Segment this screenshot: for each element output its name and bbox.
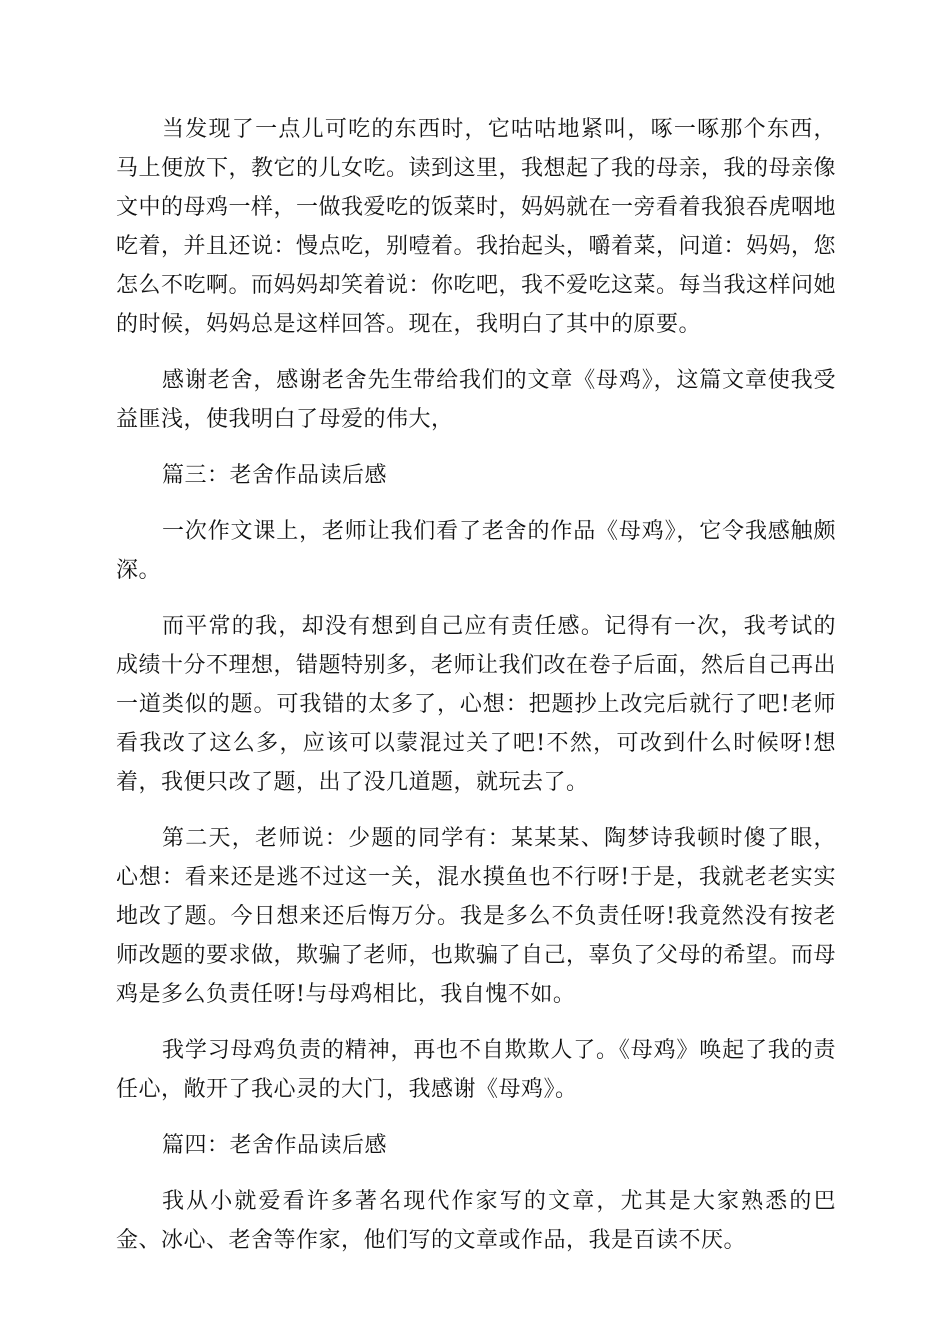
paragraph-next-day: 第二天，老师说：少题的同学有：某某某、陶梦诗我顿时傻了眼，心想：看来还是逃不过这一关，混水摸鱼也不行呀!于是，我就老老实实地改了题。今日想来还后悔万分。我是多么不负责任呀!我竟然没有按老师改题的要求做，欺骗了老师，也欺骗了自己，辜负了父母的希望。而母鸡是多么负责任呀!与母鸡相比，我自愧不如。 (116, 826, 837, 1007)
paragraph-responsibility: 而平常的我，却没有想到自己应有责任感。记得有一次，我考试的成绩十分不理想，错题特别多，老师让我们改在卷子后面，然后自己再出一道类似的题。可我错的太多了，心想：把题抄上改完后就行了吧!老师看我改了这么多，应该可以蒙混过关了吧!不然，可改到什么时候呀!想着，我便只改了题，出了没几道题，就玩去了。 (116, 614, 837, 795)
paragraph-composition-class: 一次作文课上，老师让我们看了老舍的作品《母鸡》，它令我感触颇深。 (116, 519, 836, 583)
paragraph-thanks-laoshe: 感谢老舍，感谢老舍先生带给我们的文章《母鸡》，这篇文章使我受益匪浅，使我明白了母爱的伟大， (116, 368, 836, 432)
section-heading-part-four: 篇四：老舍作品读后感 (162, 1133, 388, 1158)
paragraph-favorite-authors: 我从小就爱看许多著名现代作家写的文章，尤其是大家熟悉的巴金、冰心、老舍等作家，他们写的文章或作品，我是百读不厌。 (116, 1189, 836, 1253)
document-body (116, 110, 836, 1277)
paragraph-learn-from-hen: 我学习母鸡负责的精神，再也不自欺欺人了。《母鸡》唤起了我的责任心，敞开了我心灵的大门，我感谢《母鸡》。 (116, 1038, 836, 1102)
section-heading-part-three: 篇三：老舍作品读后感 (162, 463, 388, 488)
paragraph-mother-hen-feeding: 当发现了一点儿可吃的东西时，它咕咕地紧叫，啄一啄那个东西，马上便放下，教它的儿女吃。读到这里，我想起了我的母亲，我的母亲像文中的母鸡一样，一做我爱吃的饭菜时，妈妈就在一旁看着我狼吞虎咽地吃着，并且还说：慢点吃，别噎着。我抬起头，嚼着菜，问道：妈妈，您怎么不吃啊。而妈妈却笑着说：你吃吧，我不爱吃这菜。每当我这样问她的时候，妈妈总是这样回答。现在，我明白了其中的原要。 (116, 117, 837, 337)
